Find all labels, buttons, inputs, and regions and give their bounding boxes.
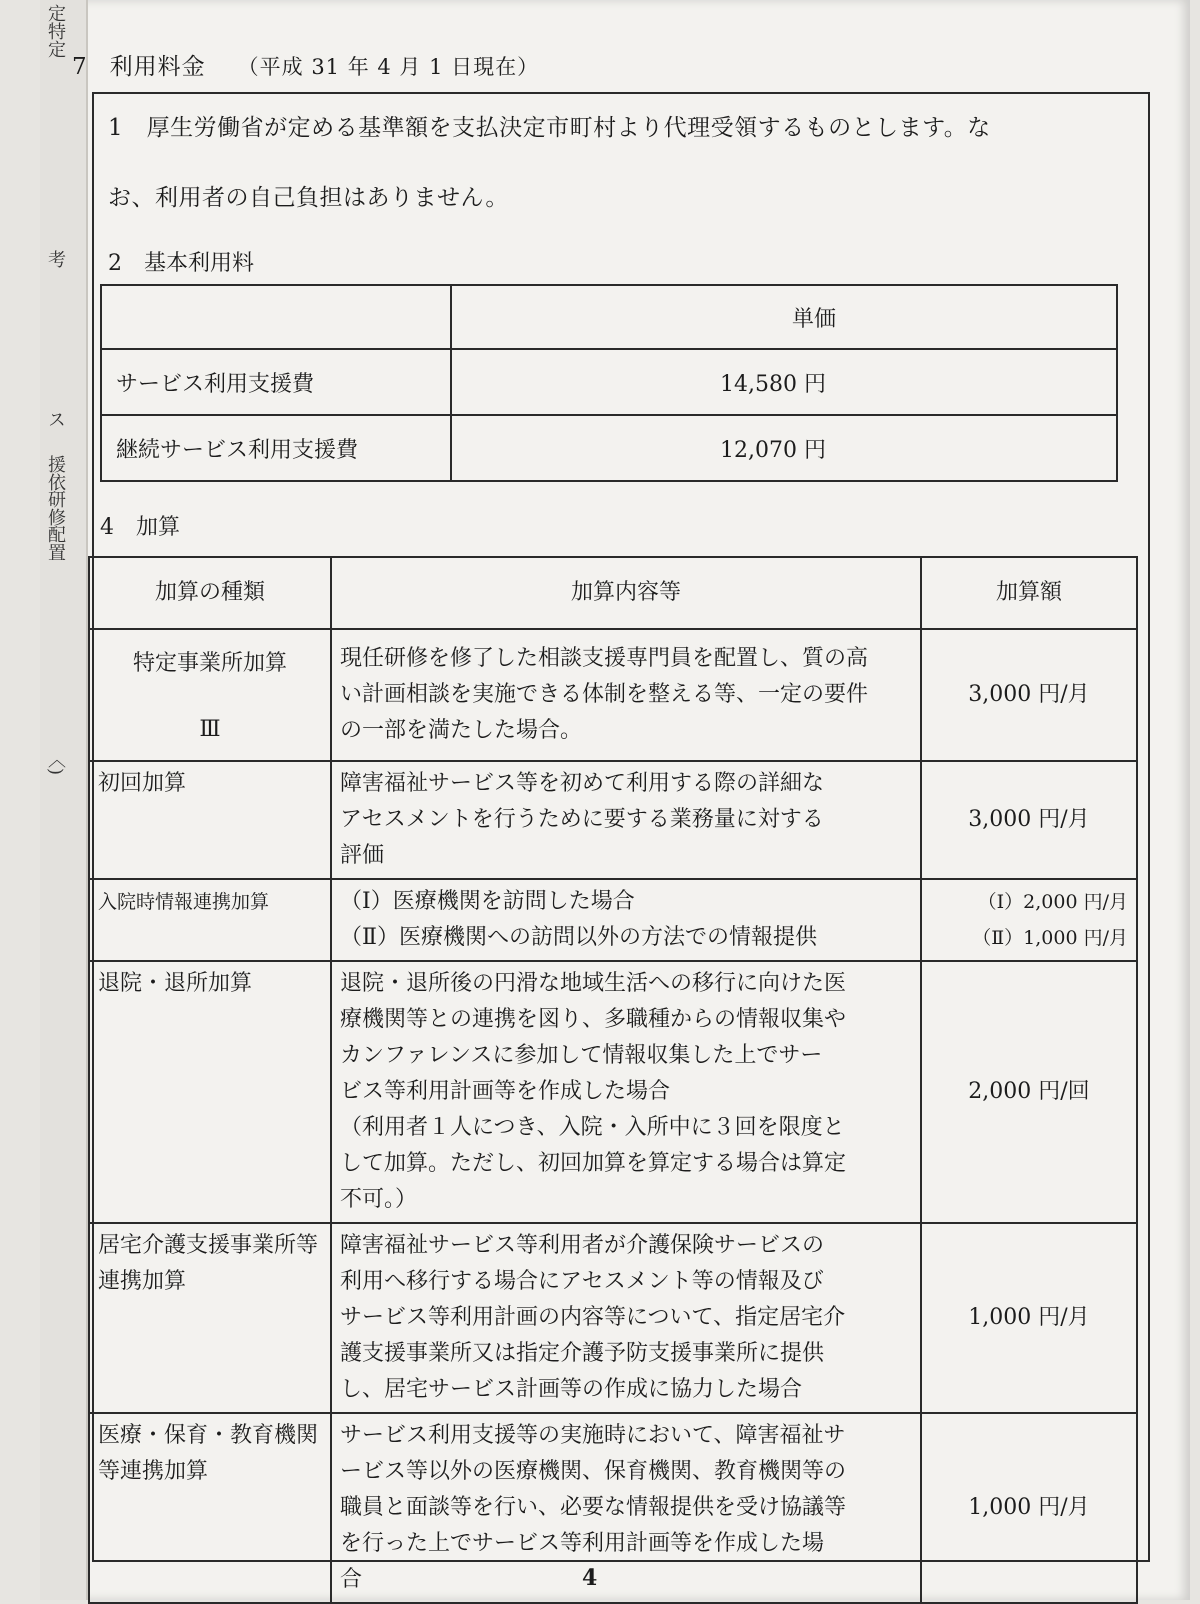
content-line: 護支援事業所又は指定介護予防支援事業所に提供 [340,1341,825,1366]
content-line: （Ⅰ）医療機関を訪問した場合 [340,889,635,914]
table-row [89,629,1137,761]
addition-amount: 1,000 円/月 [921,1223,1137,1413]
addition-kind: 初回加算 [89,761,331,879]
content-line: して加算。ただし、初回加算を算定する場合は算定 [340,1151,847,1176]
addition-content [331,961,921,1223]
table-row [89,961,1137,1223]
content-line: を行った上でサービス等利用計画等を作成した場 [340,1531,825,1556]
section-number: 7 [72,54,88,80]
margin-fragment: 考 [45,250,66,268]
basic-fee-table [100,284,1118,482]
addition-content [331,629,921,761]
content-line: カンファレンスに参加して情報収集した上でサー [340,1043,823,1068]
amount-line: （Ⅱ）1,000 円/月 [972,927,1128,949]
amount-line: （Ⅰ）2,000 円/月 [977,891,1128,913]
fee-price: 12,070 円 [451,415,1117,481]
content-line: アセスメントを行うために要する業務量に対する [340,807,824,832]
table-row [89,1223,1137,1413]
table-row [89,879,1137,961]
table-row [89,1413,1137,1603]
paragraph-1-line-1: 1 厚生労働省が定める基準額を支払決定市町村より代理受領するものとします。な [108,115,991,141]
addition-heading: 4 加算 [100,515,180,540]
fee-price: 14,580 円 [451,349,1117,415]
addition-kind: 退院・退所加算 [89,961,331,1223]
margin-fragment: 援依 [45,455,66,491]
unit-price-header: 単価 [451,285,1117,349]
content-line: し、居宅サービス計画等の作成に協力した場合 [340,1377,803,1402]
addition-amount: 3,000 円/月 [921,761,1137,879]
table-row [101,285,1117,349]
content-line: い計画相談を実施できる体制を整える等、一定の要件 [340,682,869,707]
content-line: サービス等利用計画の内容等について、指定居宅介 [340,1305,846,1330]
section-heading [72,48,539,81]
addition-kind: 医療・保育・教育機関等連携加算 [89,1413,331,1603]
content-line: 不可。） [340,1187,418,1212]
content-line: （Ⅱ）医療機関への訪問以外の方法での情報提供 [340,925,817,950]
content-line: 評価 [340,843,385,868]
fee-name: 継続サービス利用支援費 [101,415,451,481]
addition-content [331,879,921,961]
content-line: サービス利用支援等の実施時において、障害福祉サ [340,1423,846,1448]
table-row [101,349,1117,415]
addition-kind: 入院時情報連携加算 [89,879,331,961]
table-row [101,415,1117,481]
addition-amount [921,879,1137,961]
addition-content [331,761,921,879]
column-header-kind: 加算の種類 [89,557,331,629]
table-header-row [89,557,1137,629]
margin-fragment: ス [45,410,66,428]
addition-amount: 3,000 円/月 [921,629,1137,761]
margin-fragment: 配置 [45,525,66,561]
addition-kind-label: 特定事業所加算 [132,651,287,676]
content-line: 障害福祉サービス等を初めて利用する際の詳細な [340,771,825,796]
column-header-amount: 加算額 [921,557,1137,629]
content-line: 障害福祉サービス等利用者が介護保険サービスの [340,1233,825,1258]
content-line: の一部を満たした場合。 [340,718,583,743]
addition-content [331,1413,921,1603]
content-line: ービス等以外の医療機関、保育機関、教育機関等の [340,1459,847,1484]
basic-fee-heading: 2 基本利用料 [108,251,254,276]
addition-kind: 居宅介護支援事業所等連携加算 [89,1223,331,1413]
content-line: 退院・退所後の円滑な地域生活への移行に向けた医 [340,971,847,996]
previous-page-edge [40,0,88,1600]
addition-content [331,1223,921,1413]
fee-name: サービス利用支援費 [101,349,451,415]
addition-table [88,556,1138,1604]
content-line: （利用者１人につき、入院・入所中に３回を限度と [340,1115,845,1140]
addition-kind [89,629,331,761]
content-line: 職員と面談等を行い、必要な情報提供を受け協議等 [340,1495,847,1520]
paragraph-1-line-2: お、利用者の自己負担はありません。 [108,185,509,211]
content-line: 利用へ移行する場合にアセスメント等の情報及び [340,1269,824,1294]
margin-fragment: 定特定 [45,4,66,58]
empty-header-cell [101,285,451,349]
addition-amount: 1,000 円/月 [921,1413,1137,1603]
section-title: 利用料金 [109,54,206,80]
margin-fragment: 〈) [45,750,66,776]
content-line: 現任研修を修了した相談支援専門員を配置し、質の高 [340,646,869,671]
content-line: 療機関等との連携を図り、多職種からの情報収集や [340,1007,847,1032]
margin-fragment: 研修 [45,490,66,526]
column-header-content: 加算内容等 [331,557,921,629]
section-date: （平成 31 年 4 月 1 日現在） [237,55,540,79]
table-row [89,761,1137,879]
addition-kind-level: Ⅲ [199,717,221,742]
addition-amount: 2,000 円/回 [921,961,1137,1223]
content-line: 合 [340,1567,363,1592]
content-line: ビス等利用計画等を作成した場合 [340,1079,671,1104]
page-number: 4 [582,1565,598,1591]
